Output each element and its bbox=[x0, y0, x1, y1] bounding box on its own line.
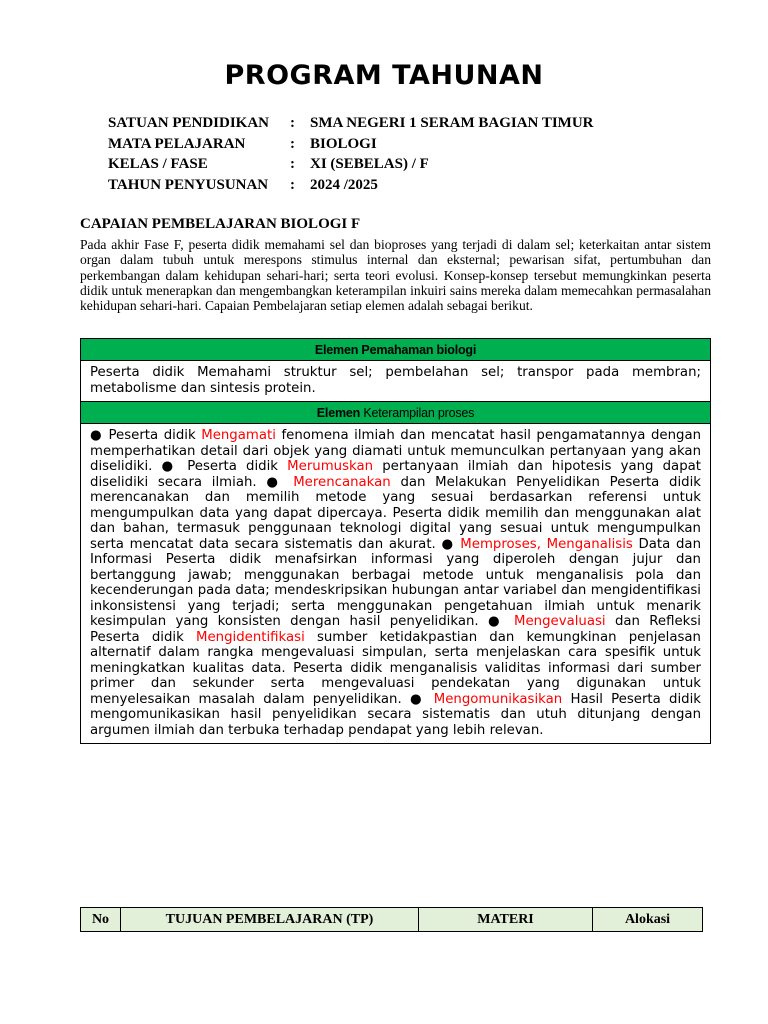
elemen-pemahaman-header bbox=[81, 339, 711, 361]
body-text: sumber ketidakpastian dan kemungkinan penjelasan alternatif dalam rangka mengevaluasi simpulan, serta menjelaskan cara spesifik untuk meningkatkan kualitas data. Peserta didik menganalisis validitas informasi dari sumber primer dan sekunder serta mengevaluasi pendekatan yang digunakan untuk menyelesaikan masalah dalam penyelidikan. bbox=[90, 629, 701, 707]
capaian-paragraph: Pada akhir Fase F, peserta didik memahami sel dan bioproses yang terjadi di dalam sel; keterkaitan antar sistem organ dalam tubuh untuk merespons stimulus internal dan eksternal; pewarisan sifat, pertumbuhan dan perkembangan dalam kehidupan sehari-hari; serta teori evolusi. Konsep-konsep tersebut memungkinkan peserta didik untuk menerapkan dan mengembangkan keterampilan inkuiri sains mereka dalam memecahkan permasalahan kehidupan sehari-hari. Capaian Pembelajaran setiap elemen adalah sebagai berikut. bbox=[80, 237, 711, 314]
info-value: 2024 /2025 bbox=[310, 176, 378, 193]
body-text: Data dan Informasi Peserta didik menafsirkan informasi yang diperoleh dengan jujur dan bertanggung jawab; menggunakan berbagai metode untuk menganalisis pola dan kecenderungan pada data; mendeskripsikan hubungan antar variabel dan mengidentifikasi inkonsistensi yang terjadi; serta menggunakan pengetahuan ilmiah untuk menarik kesimpulan yang konsisten dengan hasil penyelidikan. bbox=[90, 536, 702, 629]
keyword-merumuskan: Merumuskan bbox=[287, 459, 374, 474]
info-value: XI (SEBELAS) / F bbox=[310, 156, 429, 172]
keyword-mengevaluasi: Mengevaluasi bbox=[514, 614, 606, 629]
body-text: dan Melakukan Penyelidikan Peserta didik merencanakan dan memilih metode yang sesuai berdasarkan referensi untuk mengumpulkan data yang dapat dipercaya. Peserta didik memilih dan menggunakan alat dan bahan, termasuk penggunaan teknologi digital yang sesuai untuk mengumpulkan serta mencatat data secara sistematis dan akurat. bbox=[90, 474, 702, 552]
info-colon: : bbox=[290, 156, 295, 172]
info-colon: : bbox=[290, 115, 295, 131]
bullet-icon: ● bbox=[441, 536, 455, 552]
elemen-pemahaman-body: Peserta didik Memahami struktur sel; pembelahan sel; transpor pada membran; metabolisme dan sintesis protein. bbox=[81, 361, 711, 402]
identity-block bbox=[108, 113, 594, 195]
elemen-keterampilan-body bbox=[81, 424, 711, 744]
tp-header-no: No bbox=[81, 908, 121, 932]
info-value: BIOLOGI bbox=[310, 135, 377, 152]
body-text: Peserta didik bbox=[102, 428, 202, 443]
info-colon: : bbox=[290, 135, 295, 152]
info-row-tahun bbox=[108, 175, 594, 196]
bullet-icon: ● bbox=[90, 428, 103, 443]
elemen-pemahaman-header-text: Elemen Pemahaman biologi bbox=[314, 342, 477, 357]
keyword-merencanakan: Merencanakan bbox=[293, 474, 391, 490]
info-label: TAHUN PENYUSUNAN bbox=[108, 176, 269, 193]
capaian-title: CAPAIAN PEMBELAJARAN BIOLOGI F bbox=[80, 216, 361, 232]
tp-header-materi: MATERI bbox=[419, 908, 593, 932]
body-text: dan Refleksi Peserta didik bbox=[90, 614, 701, 645]
tp-header-alokasi: Alokasi bbox=[593, 908, 703, 932]
elemen-table bbox=[80, 338, 711, 744]
elemen-keterampilan-header-text: Keterampilan proses bbox=[360, 405, 475, 420]
info-label: KELAS / FASE bbox=[108, 156, 208, 172]
elemen-keterampilan-header-bold: Elemen bbox=[316, 405, 361, 420]
body-text: Hasil Peserta didik mengomunikasikan hasil penyelidikan secara sistematis dan utuh ditunjang dengan argumen ilmiah dan terbuka terhadap pendapat yang lebih relevan. bbox=[90, 691, 701, 738]
bullet-icon: ● bbox=[266, 474, 284, 490]
info-row-satuan bbox=[108, 113, 594, 134]
keyword-mengomunikasikan: Mengomunikasikan bbox=[433, 691, 563, 707]
bullet-icon: ● bbox=[409, 691, 426, 707]
info-label: SATUAN PENDIDIKAN bbox=[108, 115, 269, 131]
keyword-mengamati: Mengamati bbox=[201, 428, 276, 443]
info-colon: : bbox=[290, 176, 295, 193]
tp-header-tujuan: TUJUAN PEMBELAJARAN (TP) bbox=[121, 908, 419, 932]
tp-table bbox=[80, 907, 703, 932]
info-value: SMA NEGERI 1 SERAM BAGIAN TIMUR bbox=[310, 115, 594, 131]
body-text: Peserta didik bbox=[178, 459, 288, 474]
bullet-icon: ● bbox=[487, 614, 505, 629]
info-label: MATA PELAJARAN bbox=[108, 135, 246, 152]
elemen-keterampilan-header bbox=[81, 402, 711, 424]
body-text: fenomena ilmiah dan mencatat hasil pengamatannya dengan memperhatikan detail dari objek yang diamati untuk memunculkan pertanyaan yang akan diselidiki. bbox=[90, 428, 702, 474]
bullet-icon: ● bbox=[161, 459, 179, 474]
info-row-kelas bbox=[108, 154, 594, 175]
tp-table-header-row bbox=[81, 908, 703, 932]
body-text: pertanyaan ilmiah dan hipotesis yang dapat diselidiki secara ilmiah. bbox=[90, 459, 702, 490]
info-row-mapel bbox=[108, 134, 594, 155]
keyword-memproses: Memproses, Menganalisis bbox=[460, 536, 633, 552]
keyword-mengidentifikasi: Mengidentifikasi bbox=[195, 629, 305, 645]
page-title: PROGRAM TAHUNAN bbox=[224, 60, 544, 91]
